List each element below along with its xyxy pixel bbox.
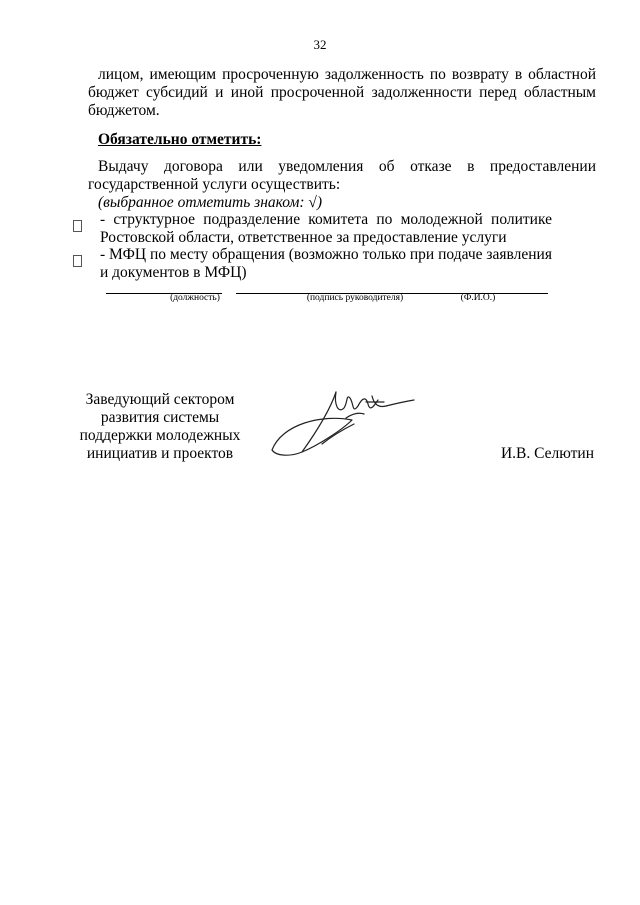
option-structural-unit-line-2: Ростовской области, ответственное за предоставление услуги bbox=[100, 229, 507, 246]
page-number: 32 bbox=[313, 37, 327, 52]
caption-full-name: (Ф.И.О.) bbox=[460, 293, 496, 303]
signer-name: И.В. Селютин bbox=[500, 445, 594, 462]
heading: Обязательно отметить: bbox=[98, 131, 262, 148]
signer-title-line: Заведующий сектором bbox=[85, 391, 235, 408]
option-structural-unit-line-1: - структурное подразделение комитета по молодежной политике bbox=[100, 211, 552, 228]
intro-line-1: лицом, имеющим просроченную задолженность по возврату в областной bbox=[98, 66, 596, 83]
option-mfc-line-2: и документов в МФЦ) bbox=[100, 264, 247, 281]
issuance-note: (выбранное отметить знаком: √) bbox=[98, 194, 323, 211]
option-mfc-line-1: - МФЦ по месту обращения (возможно только при подаче заявления bbox=[100, 246, 552, 263]
handwritten-signature bbox=[262, 384, 422, 464]
signer-title-line: поддержки молодежных bbox=[79, 427, 241, 444]
intro-line-2: бюджет субсидий и иной просроченной задолженности перед областным bbox=[88, 84, 596, 101]
caption-signature: (подпись руководителя) bbox=[306, 293, 404, 303]
caption-position: (должность) bbox=[170, 293, 220, 303]
issuance-line-2: государственной услуги осуществить: bbox=[88, 176, 341, 193]
signer-title-line: инициатив и проектов bbox=[86, 445, 234, 462]
signer-title bbox=[60, 391, 260, 463]
intro-line-3: бюджетом. bbox=[88, 102, 160, 119]
checkbox-structural-unit[interactable] bbox=[73, 220, 82, 232]
checkbox-mfc[interactable] bbox=[73, 255, 82, 267]
signer-title-line: развития системы bbox=[100, 409, 220, 426]
issuance-line-1: Выдачу договора или уведомления об отказе в предоставлении bbox=[98, 158, 596, 175]
